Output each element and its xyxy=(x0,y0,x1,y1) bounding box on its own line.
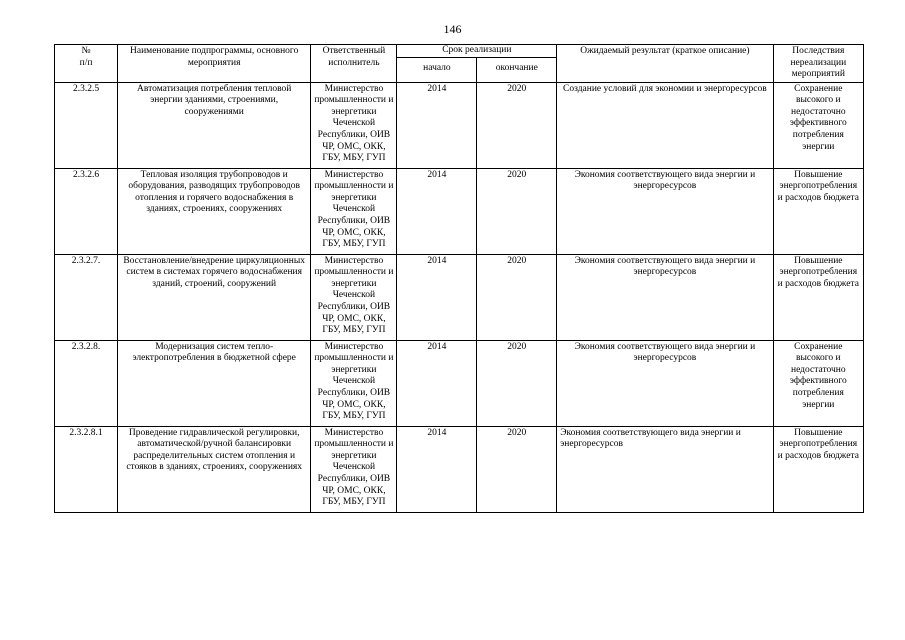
table-row xyxy=(55,254,864,340)
cell-consequences: Сохранение высокого и недостаточно эффективного потребления энергии xyxy=(773,340,863,426)
header-term: Срок реализации xyxy=(397,45,557,58)
cell-result: Экономия соответствующего вида энергии и энергоресурсов xyxy=(557,426,773,512)
table-row xyxy=(55,82,864,168)
cell-num: 2.3.2.8. xyxy=(55,340,118,426)
cell-executor: Министерство промышленности и энергетики Чеченской Республики, ОИВ ЧР, ОМС, ОКК, ГБУ, МБУ, ГУП xyxy=(311,426,397,512)
cell-consequences: Повышение энергопотребления и расходов бюджета xyxy=(773,168,863,254)
cell-start: 2014 xyxy=(397,340,477,426)
header-start: начало xyxy=(397,58,477,83)
header-consequences: Последствия нереализации мероприятий xyxy=(773,45,863,83)
cell-end: 2020 xyxy=(477,340,557,426)
cell-end: 2020 xyxy=(477,168,557,254)
header-row xyxy=(55,45,864,58)
cell-result: Экономия соответствующего вида энергии и энергоресурсов xyxy=(557,254,773,340)
table-row xyxy=(55,168,864,254)
cell-end: 2020 xyxy=(477,254,557,340)
cell-executor: Министерство промышленности и энергетики Чеченской Республики, ОИВ ЧР, ОМС, ОКК, ГБУ, МБУ, ГУП xyxy=(311,254,397,340)
header-executor: Ответственный исполнитель xyxy=(311,45,397,83)
table-row xyxy=(55,340,864,426)
cell-num: 2.3.2.7. xyxy=(55,254,118,340)
cell-name: Тепловая изоляция трубопроводов и оборудования, разводящих трубопроводов отопления и горячего водоснабжения в зданиях, строениях, сооружениях xyxy=(118,168,311,254)
cell-start: 2014 xyxy=(397,168,477,254)
cell-executor: Министерство промышленности и энергетики Чеченской Республики, ОИВ ЧР, ОМС, ОКК, ГБУ, МБУ, ГУП xyxy=(311,82,397,168)
cell-executor: Министерство промышленности и энергетики Чеченской Республики, ОИВ ЧР, ОМС, ОКК, ГБУ, МБУ, ГУП xyxy=(311,168,397,254)
cell-consequences: Повышение энергопотребления и расходов бюджета xyxy=(773,254,863,340)
cell-end: 2020 xyxy=(477,82,557,168)
cell-num: 2.3.2.6 xyxy=(55,168,118,254)
header-result: Ожидаемый результат (краткое описание) xyxy=(557,45,773,83)
cell-name: Модернизация систем тепло-электропотребления в бюджетной сфере xyxy=(118,340,311,426)
cell-start: 2014 xyxy=(397,254,477,340)
cell-executor: Министерство промышленности и энергетики Чеченской Республики, ОИВ ЧР, ОМС, ОКК, ГБУ, МБУ, ГУП xyxy=(311,340,397,426)
cell-consequences: Повышение энергопотребления и расходов бюджета xyxy=(773,426,863,512)
cell-result: Экономия соответствующего вида энергии и энергоресурсов xyxy=(557,168,773,254)
cell-name: Автоматизация потребления тепловой энергии зданиями, строениями, сооружениями xyxy=(118,82,311,168)
header-name: Наименование подпрограммы, основного мероприятия xyxy=(118,45,311,83)
program-table xyxy=(54,44,864,513)
cell-num: 2.3.2.8.1 xyxy=(55,426,118,512)
cell-start: 2014 xyxy=(397,426,477,512)
cell-name: Восстановление/внедрение циркуляционных систем в системах горячего водоснабжения зданий, строений, сооружений xyxy=(118,254,311,340)
cell-result: Создание условий для экономии и энергоресурсов xyxy=(557,82,773,168)
header-end: окончание xyxy=(477,58,557,83)
table-row xyxy=(55,426,864,512)
cell-start: 2014 xyxy=(397,82,477,168)
header-num: № п/п xyxy=(55,45,118,83)
cell-end: 2020 xyxy=(477,426,557,512)
cell-name: Проведение гидравлической регулировки, автоматической/ручной балансировки распределительных систем отопления и стояков в зданиях, строениях, сооружениях xyxy=(118,426,311,512)
page-number: 146 xyxy=(443,22,462,36)
cell-num: 2.3.2.5 xyxy=(55,82,118,168)
cell-consequences: Сохранение высокого и недостаточно эффективного потребления энергии xyxy=(773,82,863,168)
cell-result: Экономия соответствующего вида энергии и энергоресурсов xyxy=(557,340,773,426)
